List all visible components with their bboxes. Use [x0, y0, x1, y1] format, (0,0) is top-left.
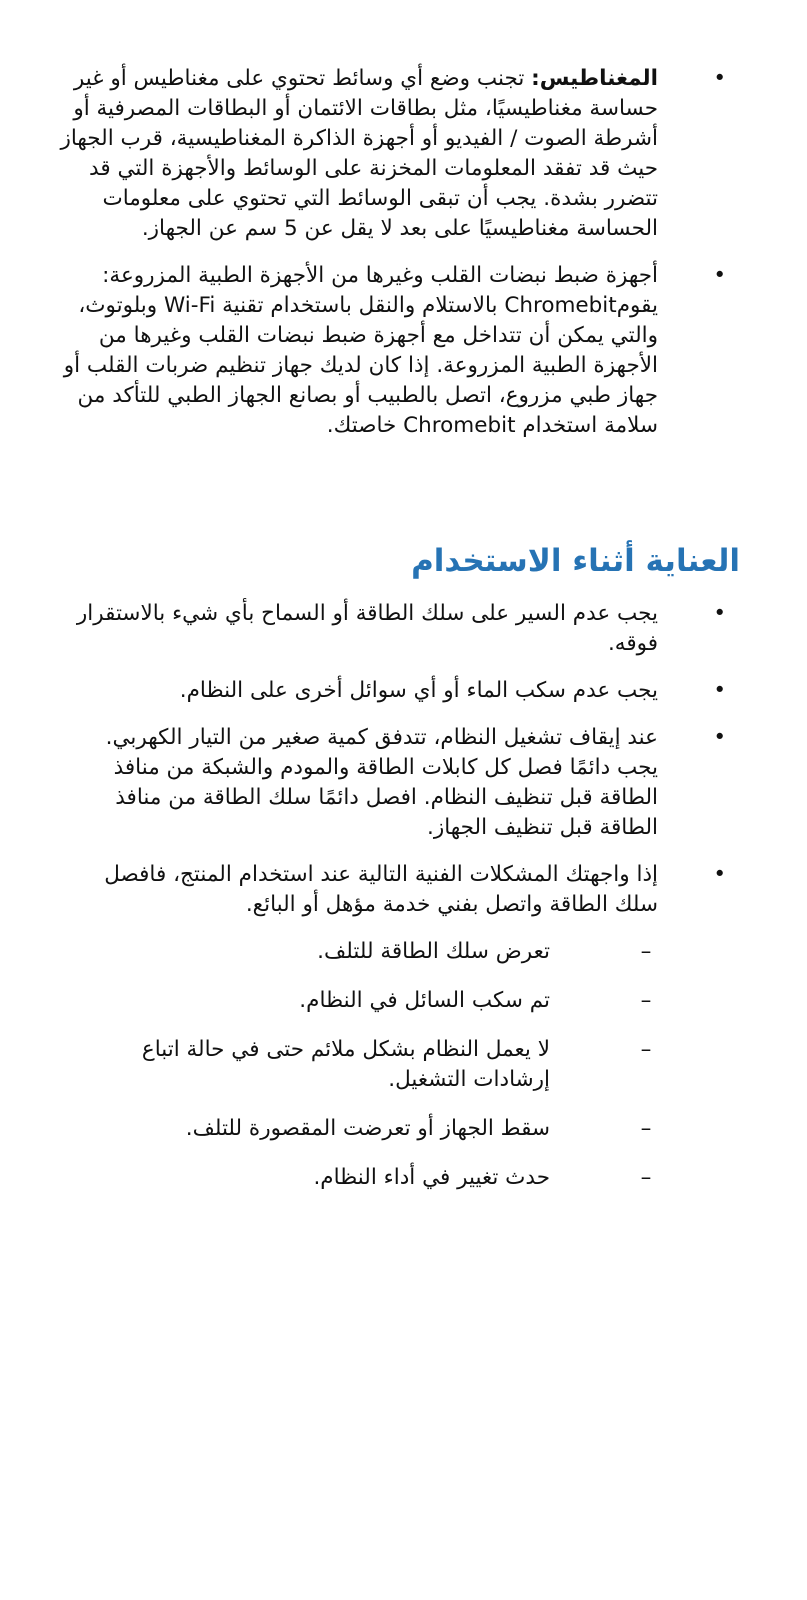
list-item-magnets [60, 64, 740, 244]
sub-list-item-text: حدث تغيير في أداء النظام. [313, 1165, 550, 1190]
list-item-text [60, 66, 658, 241]
dash-icon: – [640, 1165, 652, 1190]
list-item [60, 676, 740, 706]
dash-icon: – [640, 939, 652, 964]
section-heading: العناية أثناء الاستخدام [411, 543, 740, 579]
sub-list-item-text: تعرض سلك الطاقة للتلف. [317, 939, 550, 964]
list-item [60, 599, 740, 659]
sub-list-item [60, 1163, 740, 1193]
list-item [60, 723, 740, 843]
bullet-icon: • [713, 263, 726, 288]
list-item-body: تجنب وضع أي وسائط تحتوي على مغناطيس أو غير حساسة مغناطيسيًا، مثل بطاقات الائتمان أو البطاقات المصرفية أو أشرطة الصوت / الفيديو أو أجهزة الذاكرة المغناطيسية، قرب الجهاز حيث قد تفقد المعلومات المخزنة على الوسائط والأجهزة التي قد تتضرر بشدة. يجب أن تبقى الوسائط التي تحتوي على معلومات الحساسة مغناطيسيًا على بعد لا يقل عن 5 سم عن الجهاز. [60, 66, 658, 241]
sub-list-item-text: سقط الجهاز أو تعرضت المقصورة للتلف. [185, 1116, 550, 1141]
document-page [60, 64, 740, 1212]
bullet-icon: • [713, 725, 726, 750]
bullet-icon: • [713, 678, 726, 703]
problem-sub-list [60, 937, 740, 1193]
list-item [60, 860, 740, 920]
bullet-icon: • [713, 862, 726, 887]
sub-list-item [60, 986, 740, 1016]
list-item-body: يجب عدم سكب الماء أو أي سوائل أخرى على النظام. [179, 678, 658, 703]
bullet-icon: • [713, 66, 726, 91]
safety-list [60, 64, 740, 441]
sub-list-item [60, 937, 740, 967]
list-item-body: عند إيقاف تشغيل النظام، تتدفق كمية صغير من التيار الكهربي. يجب دائمًا فصل كل كابلات الطاقة والمودم والشبكة من منافذ الطاقة قبل تنظيف النظام. افصل دائمًا سلك الطاقة من منافذ الطاقة قبل تنظيف الجهاز. [105, 725, 658, 840]
dash-icon: – [640, 988, 652, 1013]
sub-list-item [60, 1035, 740, 1095]
dash-icon: – [640, 1037, 652, 1062]
list-item-body: إذا واجهتك المشكلات الفنية التالية عند استخدام المنتج، فافصل سلك الطاقة واتصل بفني خدمة مؤهل أو البائع. [104, 862, 658, 917]
care-list [60, 599, 740, 920]
list-item-bold-label: المغناطيس: [531, 66, 658, 91]
sub-list-item-text: تم سكب السائل في النظام. [299, 988, 550, 1013]
list-item-body: يجب عدم السير على سلك الطاقة أو السماح بأي شيء بالاستقرار فوقه. [76, 601, 658, 656]
dash-icon: – [640, 1116, 652, 1141]
sub-list-item [60, 1114, 740, 1144]
list-item-body: أجهزة ضبط نبضات القلب وغيرها من الأجهزة الطبية المزروعة: يقومChromebit بالاستلام والنقل باستخدام تقنية Wi-Fi وبلوتوث، والتي يمكن أن تتداخل مع أجهزة ضبط نبضات القلب وغيرها من الأجهزة الطبية المزروعة. إذا كان لديك جهاز تنظيم ضربات القلب أو جهاز طبي مزروع، اتصل بالطبيب أو بصانع الجهاز الطبي للتأكد من سلامة استخدام Chromebit خاصتك. [63, 263, 658, 438]
sub-list-item-text: لا يعمل النظام بشكل ملائم حتى في حالة اتباع إرشادات التشغيل. [141, 1037, 550, 1092]
list-item-pacemakers [60, 261, 740, 441]
bullet-icon: • [713, 601, 726, 626]
